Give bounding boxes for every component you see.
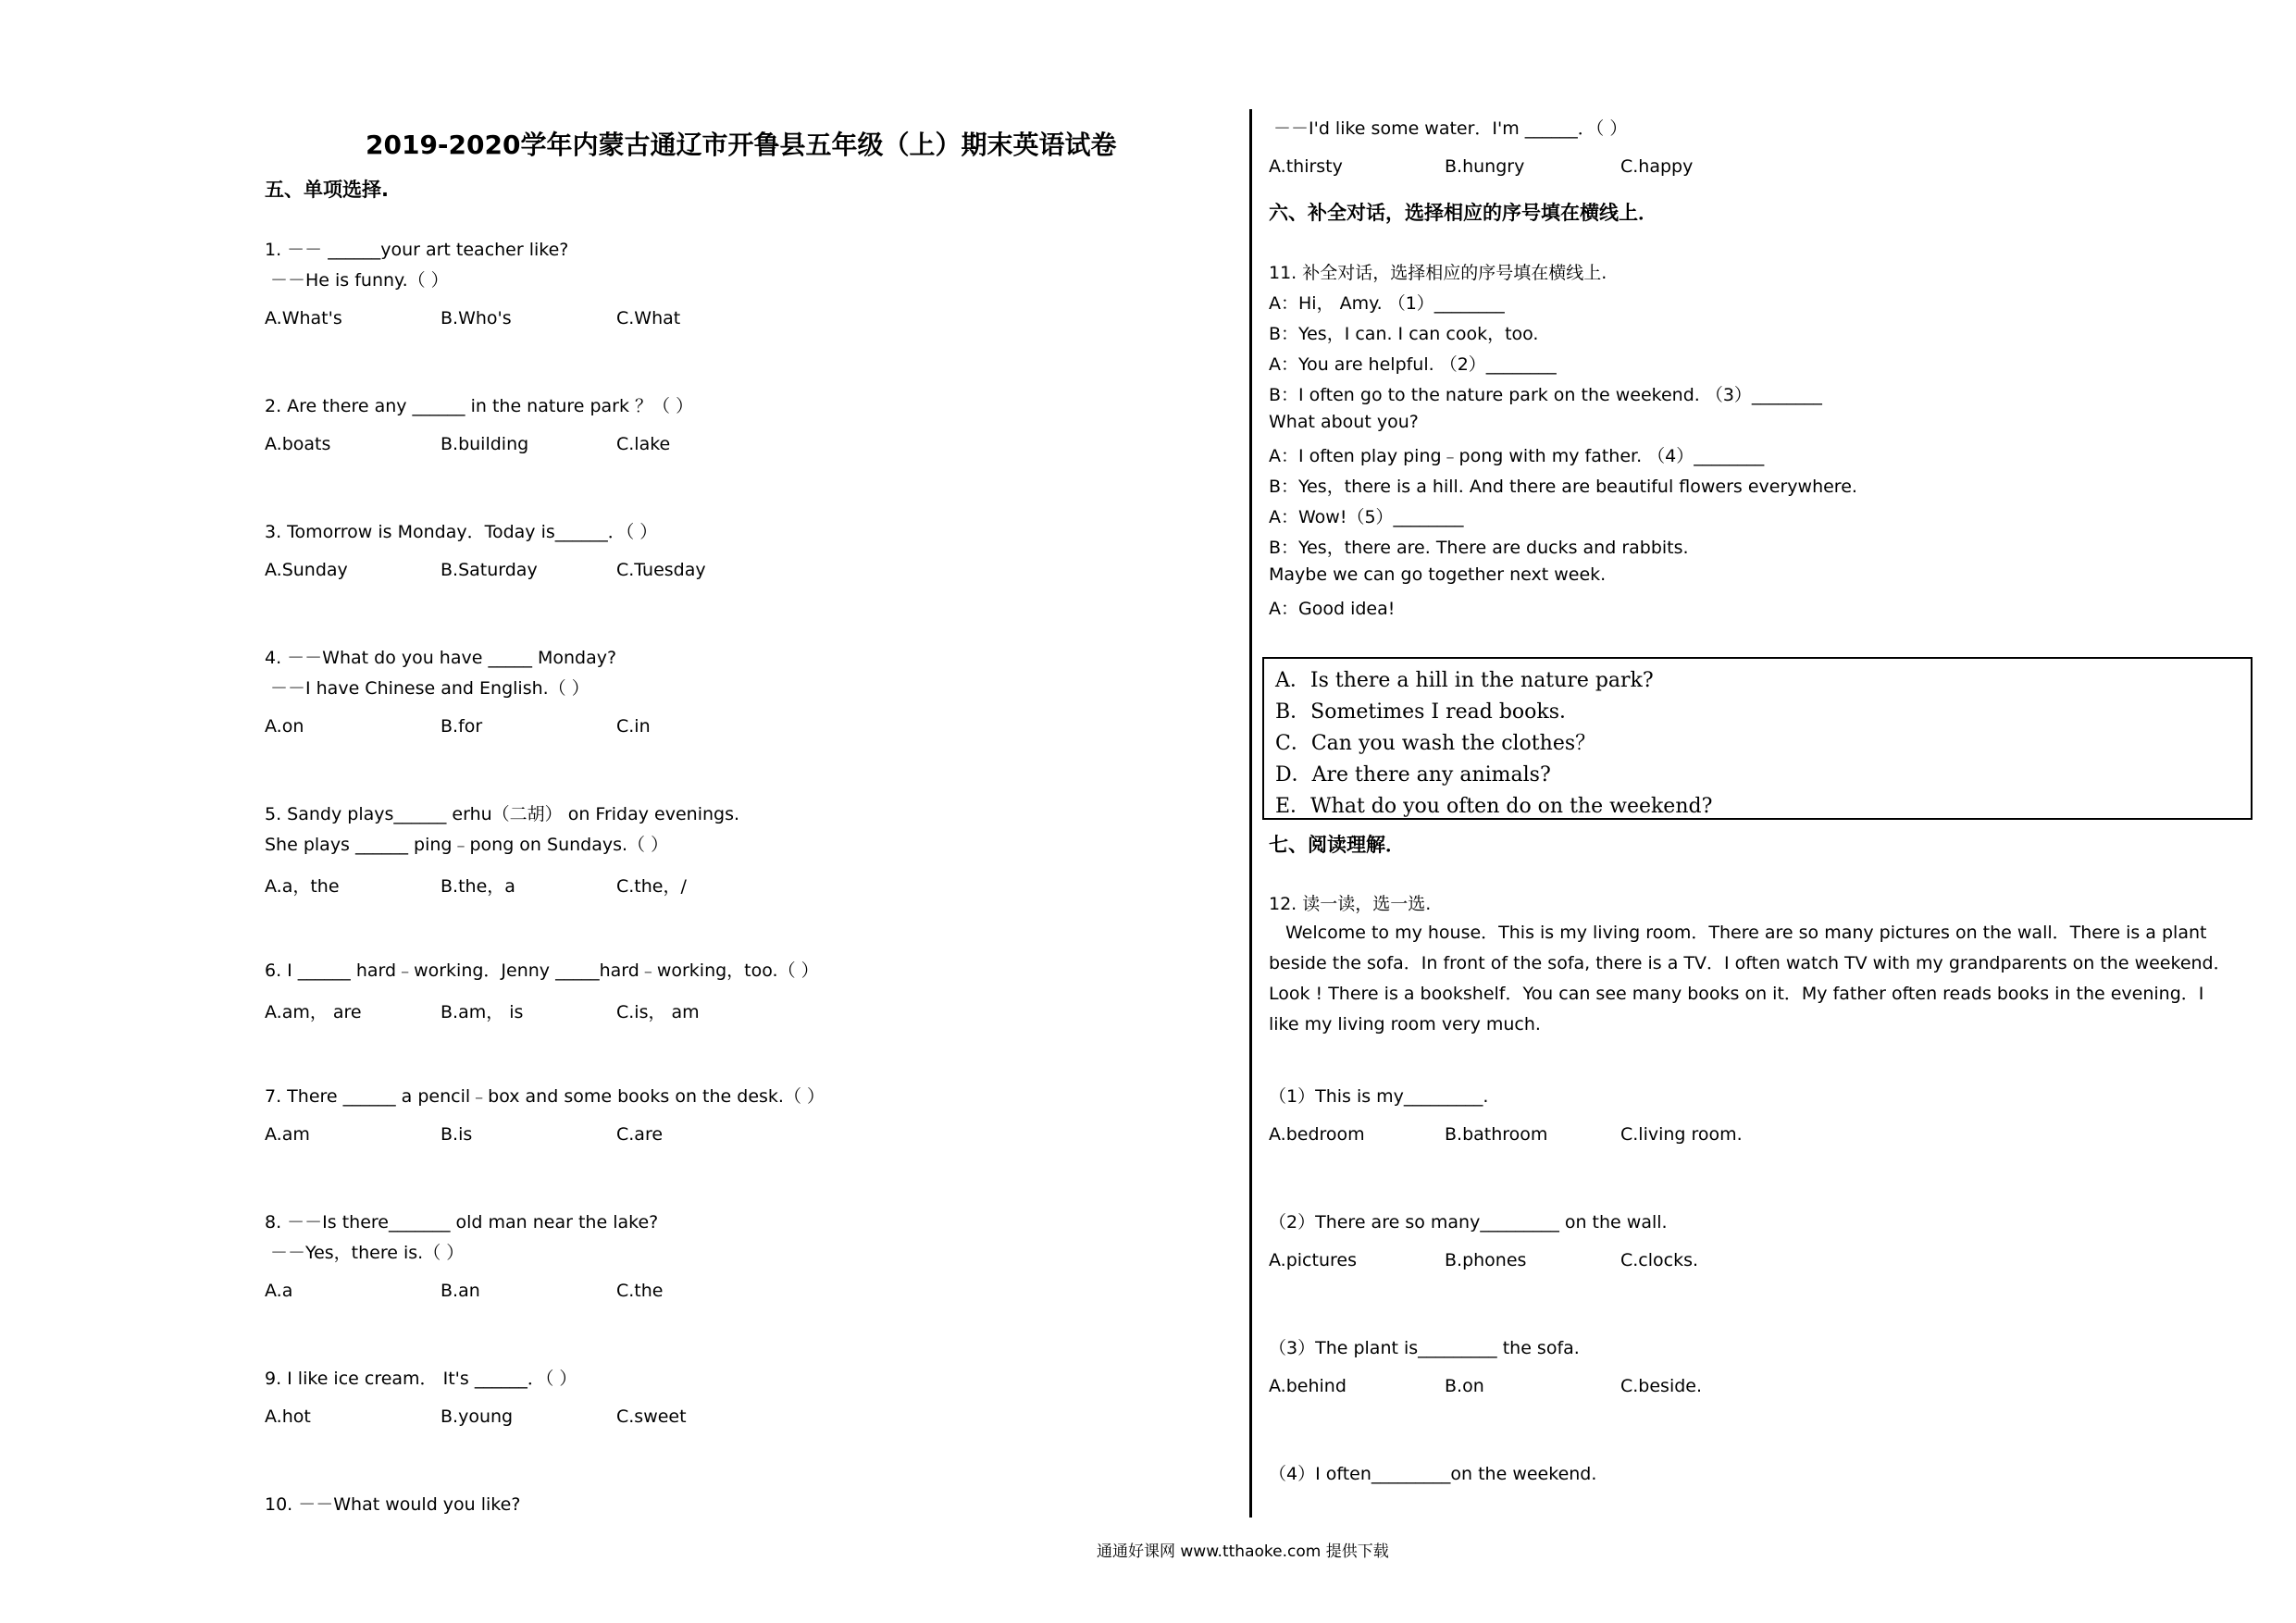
- subquestion-4: （4）I often_________on the weekend.: [1269, 1464, 1597, 1484]
- option-b[interactable]: B.building: [441, 434, 529, 454]
- option-a[interactable]: A.Sunday: [265, 560, 348, 580]
- question-5-line-1: 5. Sandy plays______ erhu（二胡） on Friday evenings.: [265, 804, 740, 824]
- option-c[interactable]: C.are: [616, 1124, 664, 1145]
- question-6-options: [265, 998, 820, 1022]
- question-1-line-1: 1. －－ ______your art teacher like?: [265, 240, 569, 260]
- option-c[interactable]: C.Tuesday: [616, 560, 706, 580]
- section-6-heading: 六、补全对话，选择相应的序号填在横线上．: [1269, 202, 1657, 224]
- option-b[interactable]: B.Who's: [441, 308, 512, 328]
- dialog-line-2: B：Yes，I can. I can cook，too.: [1269, 324, 1539, 344]
- option-a[interactable]: A.on: [265, 716, 304, 737]
- option-c[interactable]: C.beside.: [1620, 1376, 1703, 1396]
- option-b[interactable]: B.on: [1445, 1376, 1484, 1396]
- option-a[interactable]: A.behind: [1269, 1376, 1347, 1396]
- option-b[interactable]: B.for: [441, 716, 483, 737]
- section-7-heading: 七、阅读理解．: [1269, 834, 1405, 856]
- question-1-line-2: －－He is funny.（ ）: [270, 270, 449, 291]
- option-a[interactable]: A.am: [265, 1124, 310, 1145]
- option-a[interactable]: A.a: [265, 1281, 293, 1301]
- choice-e[interactable]: E．What do you often do on the weekend?: [1275, 795, 1713, 818]
- option-a[interactable]: A.thirsty: [1269, 156, 1343, 177]
- question-3-options: [265, 560, 820, 584]
- question-8-options: [265, 1281, 820, 1305]
- question-3-line-1: 3. Tomorrow is Monday．Today is______．（ ）: [265, 522, 658, 542]
- option-a[interactable]: A.pictures: [1269, 1250, 1357, 1270]
- option-c[interactable]: C.the，/: [616, 876, 687, 897]
- option-b[interactable]: B.is: [441, 1124, 473, 1145]
- question-10-line-1: 10. －－What would you like?: [265, 1494, 521, 1515]
- dialog-line-3: A：You are helpful. （2）________: [1269, 354, 1557, 375]
- question-4-line-2: －－I have Chinese and English.（ ）: [270, 678, 590, 699]
- dialog-line-1: A：Hi， Amy. （1）________: [1269, 293, 1505, 314]
- question-8-line-2: －－Yes，there is.（ ）: [270, 1243, 465, 1263]
- option-c[interactable]: C.lake: [616, 434, 671, 454]
- option-c[interactable]: C.living room.: [1620, 1124, 1743, 1145]
- option-a[interactable]: A.What's: [265, 308, 342, 328]
- question-5-line-2: She plays ______ ping﹣pong on Sundays.（ ）: [265, 835, 669, 855]
- option-b[interactable]: B.phones: [1445, 1250, 1527, 1270]
- option-c[interactable]: C.What: [616, 308, 681, 328]
- answer-choice-box: [1262, 657, 2253, 820]
- dialog-line-7: B：Yes，there is a hill. And there are beautiful flowers everywhere.: [1269, 477, 1857, 497]
- choice-c[interactable]: C．Can you wash the clothes？: [1275, 732, 1596, 755]
- question-11-heading: 11. 补全对话，选择相应的序号填在横线上.: [1269, 263, 1607, 283]
- question-6-line-1: 6. I ______ hard﹣working．Jenny _____hard﹣working，too.（ ）: [265, 960, 819, 981]
- question-12-heading: 12. 读一读，选一选.: [1269, 894, 1432, 914]
- page-title: 2019-2020学年内蒙古通辽市开鲁县五年级（上）期末英语试卷: [366, 130, 1117, 160]
- choice-d[interactable]: D．Are there any animals?: [1275, 763, 1551, 787]
- column-divider: [1249, 109, 1252, 1518]
- question-9-line-1: 9. I like ice cream． It's ______．（ ）: [265, 1369, 577, 1389]
- option-c[interactable]: C.clocks.: [1620, 1250, 1699, 1270]
- dialog-line-9: B：Yes，there are. There are ducks and rabbits.: [1269, 538, 1689, 558]
- question-2-options: [265, 434, 820, 458]
- question-2-line-1: 2. Are there any ______ in the nature park ？（ ）: [265, 396, 694, 416]
- subquestion-1: （1）This is my_________.: [1269, 1086, 1489, 1107]
- option-b[interactable]: B.the，a: [441, 876, 515, 897]
- option-b[interactable]: B.am， is: [441, 1002, 524, 1022]
- option-c[interactable]: C.sweet: [616, 1406, 687, 1427]
- question-7-line-1: 7. There ______ a pencil﹣box and some books on the desk.（ ）: [265, 1086, 825, 1107]
- dialog-line-5: What about you?: [1269, 412, 1419, 432]
- option-b[interactable]: B.bathroom: [1445, 1124, 1548, 1145]
- option-a[interactable]: A.a，the: [265, 876, 340, 897]
- question-1-options: [265, 308, 820, 332]
- option-a[interactable]: A.am， are: [265, 1002, 362, 1022]
- footer-note: 通通好课网 www.tthaoke.com 提供下载: [1097, 1542, 1389, 1561]
- question-10-options: [1269, 156, 1824, 180]
- subquestion-3: （3）The plant is_________ the sofa.: [1269, 1338, 1580, 1358]
- option-a[interactable]: A.hot: [265, 1406, 311, 1427]
- question-4-options: [265, 716, 820, 740]
- question-5-options: [265, 873, 820, 897]
- option-b[interactable]: B.young: [441, 1406, 514, 1427]
- dialog-line-8: A：Wow!（5）________: [1269, 507, 1464, 527]
- option-c[interactable]: C.in: [616, 716, 651, 737]
- question-9-options: [265, 1406, 820, 1431]
- subquestion-2: （2）There are so many_________ on the wall.: [1269, 1212, 1668, 1233]
- dialog-line-6: A：I often play ping﹣pong with my father. （4）________: [1269, 446, 1765, 466]
- option-b[interactable]: B.an: [441, 1281, 480, 1301]
- question-4-line-1: 4. －－What do you have _____ Monday?: [265, 648, 617, 668]
- subquestion-3-options: [1269, 1376, 1824, 1400]
- option-c[interactable]: C.is， am: [616, 1002, 700, 1022]
- option-a[interactable]: A.bedroom: [1269, 1124, 1365, 1145]
- option-b[interactable]: B.Saturday: [441, 560, 538, 580]
- question-10-line-2: －－I'd like some water．I'm ______．（ ）: [1273, 118, 1628, 139]
- subquestion-1-options: [1269, 1124, 1824, 1148]
- section-5-heading: 五、单项选择.: [265, 179, 389, 201]
- choice-b[interactable]: B．Sometimes I read books．: [1275, 700, 1581, 724]
- option-b[interactable]: B.hungry: [1445, 156, 1525, 177]
- reading-passage: Welcome to my house．This is my living room．There are so many pictures on the wall．There is a plant beside the sofa．In front of the sofa, there is a TV．I often watch TV with my grandparents on the weekend．Look ! There is a bookshelf．You can see many books on it．My father often reads books in the evening．I like my living room very much.: [1269, 923, 2231, 1035]
- choice-a[interactable]: A．Is there a hill in the nature park?: [1275, 669, 1654, 692]
- dialog-line-11: A：Good idea!: [1269, 599, 1396, 619]
- question-8-line-1: 8. －－Is there_______ old man near the lake?: [265, 1212, 659, 1233]
- dialog-line-4: B：I often go to the nature park on the weekend. （3）________: [1269, 385, 1822, 405]
- option-a[interactable]: A.boats: [265, 434, 331, 454]
- subquestion-2-options: [1269, 1250, 1824, 1274]
- dialog-line-10: Maybe we can go together next week.: [1269, 564, 1607, 585]
- option-c[interactable]: C.the: [616, 1281, 664, 1301]
- option-c[interactable]: C.happy: [1620, 156, 1694, 177]
- question-7-options: [265, 1124, 820, 1148]
